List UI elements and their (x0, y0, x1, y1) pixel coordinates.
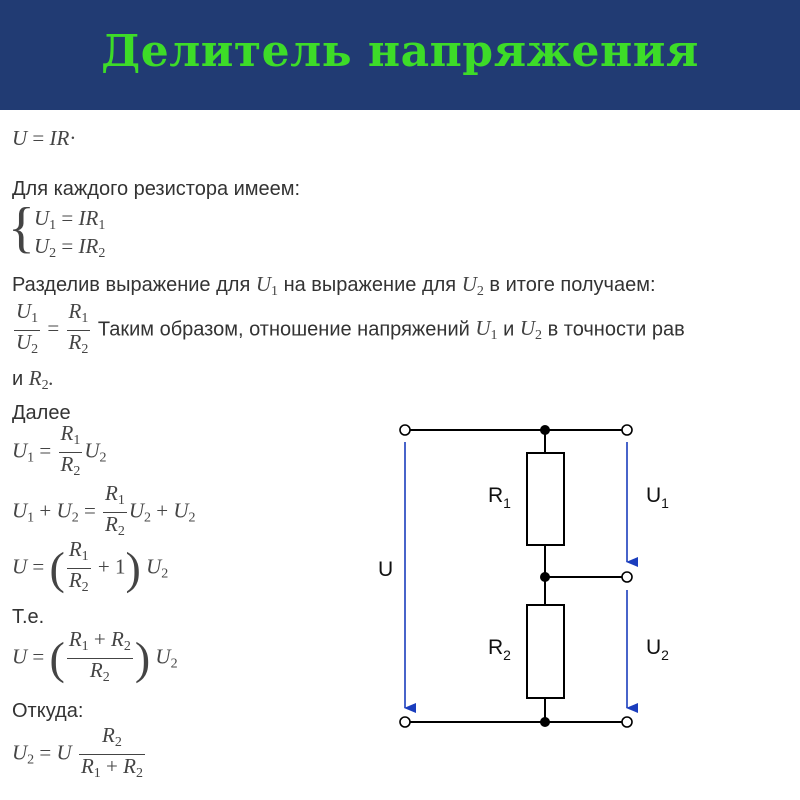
formula-u-combined: U = ( $\frac{R_1 + R_2}{R_2}$ ) $U_2$ (12, 627, 178, 685)
label-r2: $R_2$ (488, 636, 511, 663)
resistor-r2 (527, 605, 564, 698)
formula-u1-ir1: $U_1 = IR_1$ (34, 206, 106, 233)
terminal-top-right (622, 425, 632, 435)
text-and-r2: и $R_2$. (12, 366, 54, 393)
text-each-resistor: Для каждого резистора имеем: (12, 178, 301, 200)
label-u1: $U_1$ (646, 484, 669, 511)
resistor-r1 (527, 453, 564, 545)
formula-u2-final: $U_2 = U$ $\frac{R_2}{R_1 + R_2}$ (12, 723, 143, 781)
label-u: U (378, 558, 394, 581)
text-next: Далее (12, 402, 71, 424)
terminal-top-left (400, 425, 410, 435)
terminal-bottom-left (400, 717, 410, 727)
page-title: Делитель напряжения (101, 26, 699, 77)
terminal-bottom-right (622, 717, 632, 727)
formula-u2-ir2: $U_2 = IR_2$ (34, 234, 106, 261)
label-u2: $U_2$ (646, 636, 669, 663)
formula-ohm: U = IR· (12, 126, 77, 150)
junction-middle (540, 572, 550, 582)
text-dividing: Разделив выражение для $U_1$ на выражение для $U_2$ в итоге получаем: (12, 272, 656, 299)
system-brace: { (8, 197, 35, 259)
formula-u1-ratio: $U_1$ = $\frac{R_1}{R_2}$ $U_2$ (12, 421, 107, 479)
formula-ratio-line: $\frac{U_1}{U_2}$ = $\frac{R_1}{R_2}$ Таким образом, отношение напряжений $U_1$ и $U_2$ в точности рав (16, 299, 685, 357)
junction-top (540, 425, 550, 435)
text-whence: Откуда: (12, 700, 84, 722)
junction-bottom (540, 717, 550, 727)
formula-u-factored: U = ( $\frac{R_1}{R_2}$ + 1) $U_2$ (12, 537, 169, 595)
formula-sum: $U_1 + U_2$ = $\frac{R_1}{R_2}$ $U_2 + U_2$ (12, 481, 196, 539)
terminal-middle-right (622, 572, 632, 582)
text-i-e: Т.е. (12, 606, 45, 628)
label-r1: $R_1$ (488, 484, 511, 511)
